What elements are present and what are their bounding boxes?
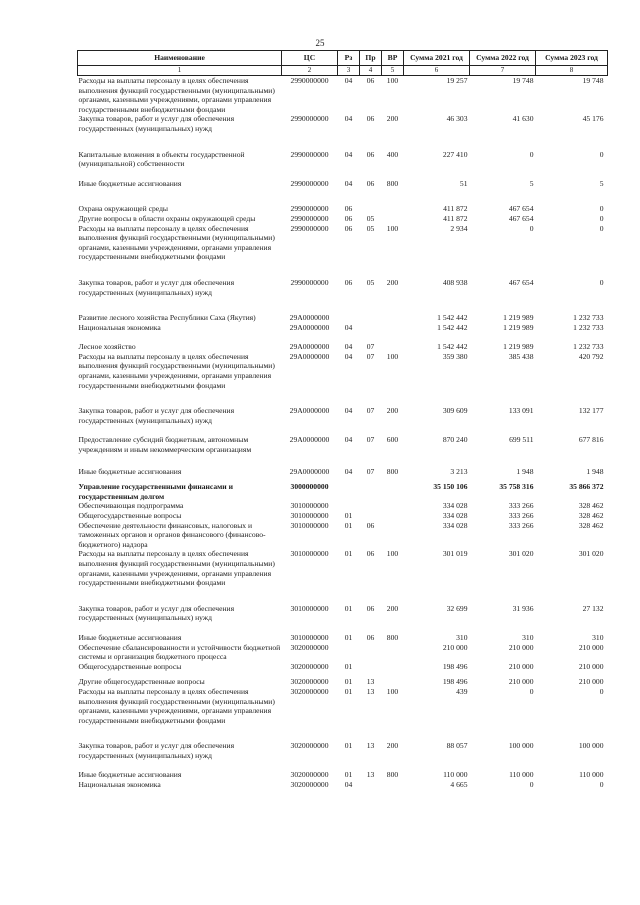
row-vr: 800 (386, 466, 399, 476)
row-vr: 600 (386, 435, 399, 445)
row-sum-2022: 210 000 (508, 642, 534, 652)
row-sum-2023: 100 000 (578, 741, 604, 751)
row-pr (360, 204, 382, 214)
row-rz (338, 482, 360, 501)
row-vr: 100 (386, 223, 399, 233)
table-row (78, 179, 608, 205)
row-cs: 2990000000 (290, 178, 329, 188)
row-sum-2021: 32 699 (446, 603, 468, 613)
table-row (78, 204, 608, 214)
row-rz: 06 (344, 277, 353, 287)
row-sum-2022: 1 219 989 (503, 313, 534, 323)
row-sum-2021: 227 410 (442, 149, 468, 159)
table-row (78, 342, 608, 352)
row-sum-2021: 35 150 106 (433, 482, 468, 492)
table-row (78, 770, 608, 780)
row-vr (382, 511, 404, 521)
row-name: Обеспечение деятельности финансовых, налоговых и таможенных органов и органов финансового (финансово-бюджетного) надзора (78, 520, 266, 549)
row-sum-2022: 110 000 (509, 770, 534, 780)
row-pr: 06 (366, 632, 375, 642)
row-vr: 800 (386, 178, 399, 188)
row-cs: 2990000000 (290, 76, 329, 85)
row-cs: 2990000000 (290, 213, 329, 223)
row-sum-2023: 328 462 (578, 501, 604, 511)
row-sum-2023: 677 816 (578, 435, 604, 445)
row-sum-2023: 27 132 (582, 603, 604, 613)
row-name: Управление государственными финансами и государственным долгом (78, 482, 233, 501)
row-vr: 100 (386, 76, 399, 85)
page-number: 25 (315, 38, 325, 48)
row-cs: 3010000000 (290, 603, 329, 613)
row-cs: 3010000000 (290, 501, 329, 511)
row-pr (360, 482, 382, 501)
row-rz: 06 (344, 213, 353, 223)
row-rz: 01 (344, 520, 353, 530)
row-name: Закупка товаров, работ и услуг для обеспечения государственных (муниципальных) нужд (78, 277, 235, 297)
row-sum-2023: 19 748 (582, 76, 604, 85)
row-sum-2022: 467 654 (508, 204, 534, 214)
row-sum-2022: 5 (529, 178, 534, 188)
row-rz: 01 (344, 511, 353, 520)
row-cs: 29А0000000 (289, 406, 330, 416)
row-vr (382, 643, 404, 662)
row-sum-2022: 0 (529, 686, 534, 696)
row-pr (360, 323, 382, 343)
row-rz: 04 (344, 342, 353, 352)
table-row (78, 214, 608, 224)
table-row (78, 511, 608, 521)
row-sum-2022: 333 266 (508, 520, 534, 530)
table-row (78, 278, 608, 313)
row-sum-2022: 699 511 (509, 435, 534, 445)
row-sum-2023: 1 232 733 (573, 342, 604, 352)
row-rz: 04 (344, 76, 353, 85)
row-pr: 06 (366, 178, 375, 188)
table-row (78, 323, 608, 343)
row-sum-2023: 0 (599, 223, 604, 233)
row-sum-2021: 2 934 (450, 223, 468, 233)
header-number: 3 (338, 66, 360, 76)
row-name: Расходы на выплаты персоналу в целях обеспечения выполнения функций государственными (муниципальными) органами, казенными учреждениями, органами управления государственными внебюджетными фондами (78, 351, 275, 390)
row-rz (338, 643, 360, 662)
row-cs: 3010000000 (290, 632, 329, 642)
row-pr: 13 (366, 677, 375, 687)
row-pr: 06 (366, 603, 375, 613)
table-row (78, 482, 608, 501)
row-cs: 29А0000000 (289, 322, 330, 332)
row-name: Расходы на выплаты персоналу в целях обеспечения выполнения функций государственными (муниципальными) органами, казенными учреждениями, органами управления государственными внебюджетными фондами (78, 76, 275, 114)
table-row (78, 406, 608, 435)
row-sum-2021: 1 542 442 (437, 313, 468, 323)
row-cs: 2990000000 (290, 149, 329, 159)
row-sum-2023: 0 (599, 149, 604, 159)
table-row (78, 467, 608, 483)
row-pr: 07 (366, 435, 375, 445)
row-rz (338, 313, 360, 323)
row-rz (338, 501, 360, 511)
row-vr (382, 323, 404, 343)
row-pr: 05 (366, 223, 375, 233)
header-number: 1 (78, 66, 282, 76)
row-cs: 3020000000 (290, 686, 329, 696)
header-row (78, 51, 608, 66)
table-row (78, 633, 608, 643)
row-pr: 05 (366, 277, 375, 287)
row-name: Иные бюджетные ассигнования (78, 178, 182, 188)
row-sum-2023: 1 948 (586, 466, 604, 476)
row-vr: 800 (386, 770, 399, 780)
row-sum-2023: 310 (592, 632, 604, 642)
header-rz: Рз (338, 51, 360, 66)
row-pr (360, 313, 382, 323)
row-sum-2022: 0 (529, 223, 534, 233)
header-pr: Пр (360, 51, 382, 66)
row-sum-2021: 411 872 (443, 213, 468, 223)
row-sum-2023: 45 176 (582, 114, 604, 124)
row-sum-2021: 198 496 (442, 677, 468, 687)
row-rz: 04 (344, 178, 353, 188)
table-row (78, 741, 608, 770)
row-sum-2021: 439 (456, 686, 468, 696)
row-sum-2022: 210 000 (508, 677, 534, 687)
row-rz: 06 (344, 204, 353, 214)
row-rz: 04 (344, 322, 353, 332)
row-name: Развитие лесного хозяйства Республики Саха (Якутия) (78, 313, 256, 323)
row-rz: 01 (344, 549, 353, 559)
header-sum-2022: Сумма 2022 год (470, 51, 536, 66)
row-vr (382, 482, 404, 501)
row-name: Общегосударственные вопросы (78, 661, 182, 671)
row-vr (382, 521, 404, 550)
row-name: Обеспечение сбалансированности и устойчивости бюджетной системы и организация бюджетного процесса (78, 642, 281, 662)
row-sum-2021: 3 213 (450, 466, 468, 476)
row-sum-2021: 408 938 (442, 277, 468, 287)
row-vr: 100 (386, 351, 399, 361)
header-name: Наименование (78, 51, 282, 66)
row-name: Охрана окружающей среды (78, 204, 169, 214)
table-row (78, 521, 608, 550)
row-name: Национальная экономика (78, 322, 161, 332)
row-sum-2022: 0 (529, 149, 534, 159)
row-cs: 3020000000 (290, 642, 329, 652)
table-row (78, 114, 608, 149)
table-row (78, 643, 608, 662)
table-row (78, 687, 608, 741)
row-cs: 2990000000 (290, 114, 329, 124)
row-cs: 2990000000 (290, 204, 329, 214)
header-number: 7 (470, 66, 536, 76)
row-name: Капитальные вложения в объекты государственной (муниципальной) собственности (78, 149, 245, 169)
header-number: 6 (404, 66, 470, 76)
row-sum-2021: 88 057 (446, 741, 468, 751)
row-pr: 05 (366, 213, 375, 223)
row-vr: 100 (386, 686, 399, 696)
header-sum-2023: Сумма 2023 год (536, 51, 608, 66)
header-number-row (78, 66, 608, 76)
table-row (78, 662, 608, 678)
row-name: Расходы на выплаты персоналу в целях обеспечения выполнения функций государственными (муниципальными) органами, казенными учреждениями, органами управления государственными внебюджетными фондами (78, 686, 275, 725)
row-sum-2021: 334 028 (442, 520, 468, 530)
header-number: 5 (382, 66, 404, 76)
row-cs: 29А0000000 (289, 313, 330, 323)
row-sum-2021: 309 609 (442, 406, 468, 416)
row-cs: 3020000000 (290, 661, 329, 671)
row-sum-2022: 333 266 (508, 501, 534, 511)
row-pr: 13 (366, 770, 375, 780)
row-sum-2022: 385 438 (508, 351, 534, 361)
row-sum-2021: 4 665 (450, 780, 468, 790)
row-sum-2023: 1 232 733 (573, 313, 604, 323)
row-sum-2022: 31 936 (512, 603, 534, 613)
header-number: 4 (360, 66, 382, 76)
row-pr: 13 (366, 741, 375, 751)
row-pr: 07 (366, 342, 375, 352)
row-sum-2022: 301 020 (508, 549, 534, 559)
row-sum-2021: 1 542 442 (437, 342, 468, 352)
row-sum-2022: 333 266 (508, 511, 534, 520)
row-cs: 29А0000000 (289, 342, 330, 352)
row-rz: 01 (344, 632, 353, 642)
row-cs: 3020000000 (290, 780, 329, 790)
row-sum-2021: 46 303 (446, 114, 468, 124)
header-vr: ВР (382, 51, 404, 66)
row-sum-2023: 210 000 (578, 642, 604, 652)
row-rz: 01 (344, 661, 353, 671)
row-name: Общегосударственные вопросы (78, 511, 182, 520)
row-sum-2023: 1 232 733 (573, 322, 604, 332)
row-sum-2022: 35 758 316 (499, 482, 534, 492)
row-sum-2022: 133 091 (508, 406, 534, 416)
row-sum-2022: 310 (522, 632, 534, 642)
row-sum-2021: 210 000 (442, 642, 468, 652)
row-pr (360, 643, 382, 662)
row-vr (382, 342, 404, 352)
row-sum-2021: 51 (459, 178, 468, 188)
row-sum-2021: 411 872 (443, 204, 468, 214)
row-sum-2021: 301 019 (442, 549, 468, 559)
row-rz: 04 (344, 435, 353, 445)
row-name: Обеспечивающая подпрограмма (78, 501, 184, 511)
row-sum-2022: 0 (529, 780, 534, 790)
row-cs: 3010000000 (290, 520, 329, 530)
row-rz: 04 (344, 114, 353, 124)
table-row (78, 677, 608, 687)
row-sum-2021: 870 240 (442, 435, 468, 445)
row-sum-2023: 328 462 (578, 511, 604, 520)
row-sum-2021: 359 380 (442, 351, 468, 361)
row-vr (382, 780, 404, 790)
row-sum-2022: 1 219 989 (503, 342, 534, 352)
row-sum-2022: 100 000 (508, 741, 534, 751)
row-pr (360, 780, 382, 790)
header-number: 8 (536, 66, 608, 76)
row-pr: 07 (366, 351, 375, 361)
row-rz: 04 (344, 780, 353, 790)
row-vr (382, 677, 404, 687)
row-sum-2022: 210 000 (508, 661, 534, 671)
row-sum-2023: 328 462 (578, 520, 604, 530)
table-row (78, 549, 608, 603)
row-name: Национальная экономика (78, 780, 161, 790)
row-cs: 2990000000 (290, 223, 329, 233)
header-number: 2 (282, 66, 338, 76)
row-name: Закупка товаров, работ и услуг для обеспечения государственных (муниципальных) нужд (78, 114, 235, 133)
row-sum-2022: 41 630 (512, 114, 534, 124)
row-vr (382, 662, 404, 678)
row-sum-2021: 334 028 (442, 501, 468, 511)
row-sum-2021: 334 028 (442, 511, 468, 520)
row-name: Иные бюджетные ассигнования (78, 770, 182, 780)
row-sum-2023: 210 000 (578, 677, 604, 687)
row-sum-2022: 1 948 (516, 466, 534, 476)
row-sum-2023: 0 (599, 277, 604, 287)
row-pr: 06 (366, 549, 375, 559)
row-sum-2023: 0 (599, 213, 604, 223)
row-cs: 29А0000000 (289, 351, 330, 361)
row-vr: 200 (386, 603, 399, 613)
row-pr: 07 (366, 466, 375, 476)
table-row (78, 76, 608, 115)
row-cs: 29А0000000 (289, 435, 330, 445)
row-cs: 3010000000 (290, 549, 329, 559)
row-name: Лесное хозяйство (78, 342, 136, 352)
row-sum-2023: 0 (599, 686, 604, 696)
table-row (78, 501, 608, 511)
row-pr (360, 501, 382, 511)
row-vr: 400 (386, 149, 399, 159)
header-sum-2021: Сумма 2021 год (404, 51, 470, 66)
row-pr (360, 511, 382, 521)
row-name: Закупка товаров, работ и услуг для обеспечения государственных (муниципальных) нужд (78, 603, 235, 623)
row-cs: 3020000000 (290, 741, 329, 751)
row-pr: 06 (366, 520, 375, 530)
row-pr: 13 (366, 686, 375, 696)
table-row (78, 352, 608, 406)
row-pr: 07 (366, 406, 375, 416)
row-cs: 2990000000 (290, 277, 329, 287)
row-sum-2021: 198 496 (442, 661, 468, 671)
row-cs: 3000000000 (290, 482, 329, 492)
table-row (78, 435, 608, 466)
row-vr: 800 (386, 632, 399, 642)
row-rz: 04 (344, 351, 353, 361)
row-name: Расходы на выплаты персоналу в целях обеспечения выполнения функций государственными (муниципальными) органами, казенными учреждениями, органами управления государственными внебюджетными фондами (78, 223, 275, 262)
row-cs: 3020000000 (290, 677, 329, 687)
row-rz: 04 (344, 406, 353, 416)
row-name: Расходы на выплаты персоналу в целях обеспечения выполнения функций государственными (муниципальными) органами, казенными учреждениями, органами управления государственными внебюджетными фондами (78, 549, 275, 588)
row-rz: 01 (344, 686, 353, 696)
row-sum-2023: 0 (599, 204, 604, 214)
table-body (78, 76, 608, 790)
row-vr (382, 501, 404, 511)
row-sum-2023: 132 177 (578, 406, 604, 416)
row-vr: 200 (386, 741, 399, 751)
table-row (78, 224, 608, 278)
table-row (78, 313, 608, 323)
row-pr: 06 (366, 76, 375, 85)
row-vr: 100 (386, 549, 399, 559)
row-name: Иные бюджетные ассигнования (78, 466, 182, 476)
row-vr (382, 214, 404, 224)
row-sum-2022: 467 654 (508, 277, 534, 287)
row-sum-2022: 1 219 989 (503, 322, 534, 332)
row-sum-2023: 301 020 (578, 549, 604, 559)
row-rz: 01 (344, 741, 353, 751)
row-sum-2023: 5 (599, 178, 604, 188)
row-vr: 200 (386, 277, 399, 287)
row-rz: 01 (344, 677, 353, 687)
row-rz: 04 (344, 149, 353, 159)
row-cs: 29А0000000 (289, 466, 330, 476)
row-sum-2023: 35 866 372 (569, 482, 604, 492)
row-name: Другие общегосударственные вопросы (78, 677, 205, 687)
table-row (78, 780, 608, 790)
row-vr (382, 313, 404, 323)
row-sum-2023: 420 792 (578, 351, 604, 361)
row-name: Закупка товаров, работ и услуг для обеспечения государственных (муниципальных) нужд (78, 741, 235, 760)
row-name: Иные бюджетные ассигнования (78, 632, 182, 642)
row-rz: 01 (344, 603, 353, 613)
row-rz: 01 (344, 770, 353, 780)
row-sum-2021: 19 257 (446, 76, 468, 85)
row-name: Другие вопросы в области охраны окружающей среды (78, 213, 256, 223)
row-rz: 04 (344, 466, 353, 476)
row-vr: 200 (386, 114, 399, 124)
row-pr: 06 (366, 149, 375, 159)
row-sum-2021: 1 542 442 (437, 322, 468, 332)
row-vr (382, 204, 404, 214)
row-name: Закупка товаров, работ и услуг для обеспечения государственных (муниципальных) нужд (78, 406, 235, 425)
row-sum-2021: 310 (456, 632, 468, 642)
row-name: Предоставление субсидий бюджетным, автономным учреждениям и иным некоммерческим организациям (78, 435, 252, 455)
row-sum-2023: 0 (599, 780, 604, 790)
budget-table (77, 50, 608, 790)
row-sum-2022: 467 654 (508, 213, 534, 223)
row-cs: 3010000000 (290, 511, 329, 520)
header-cs: ЦС (282, 51, 338, 66)
table-row (78, 150, 608, 179)
row-sum-2022: 19 748 (512, 76, 534, 85)
row-sum-2021: 110 000 (443, 770, 468, 780)
row-sum-2023: 210 000 (578, 661, 604, 671)
table-row (78, 604, 608, 633)
row-vr: 200 (386, 406, 399, 416)
row-cs: 3020000000 (290, 770, 329, 780)
row-rz: 06 (344, 223, 353, 233)
row-pr: 06 (366, 114, 375, 124)
row-sum-2023: 110 000 (579, 770, 604, 780)
row-pr (360, 662, 382, 678)
